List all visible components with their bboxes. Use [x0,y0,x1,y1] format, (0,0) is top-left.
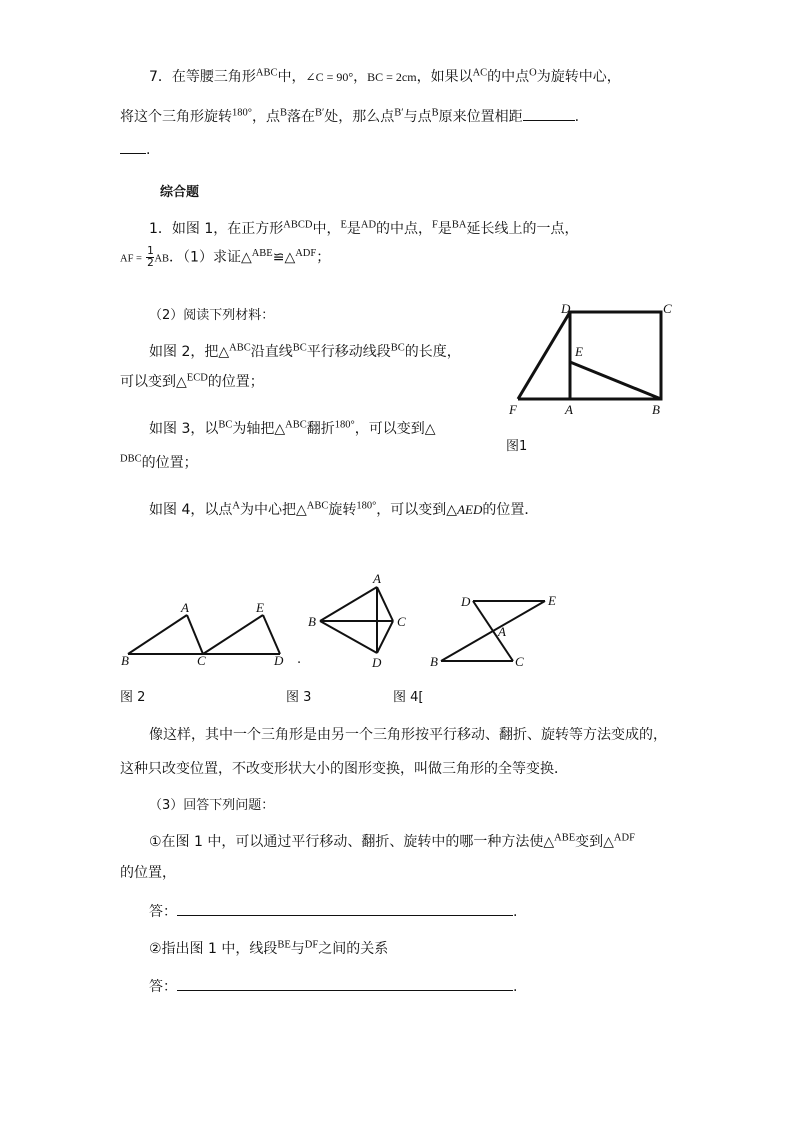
fig4-label-a: A [498,624,506,639]
segment-dc [377,621,393,653]
fig1-label-d: D [561,301,571,316]
part3-heading: （3）回答下列问题： [149,798,275,813]
q7-answer-blank-1[interactable] [523,108,575,121]
segment-ce [203,615,263,654]
q2-answer-field[interactable] [177,978,513,991]
q7-line2: 将这个三角形旋转$^{180^\circ}$，点$^B$落在$^{B'}$处，那么点$^{B'}$与点$^B$原来位置相距 . [120,107,580,125]
fig3-label-d: D [372,655,382,670]
m2-line1: 如图 3，以$^{BC}$为轴把△$^{ABC}$翻折$^{180^\circ}$，可以变到△ [149,419,436,437]
figure-4 [425,588,570,672]
figure-3 [305,570,415,670]
q2-answer: 答： . [149,979,518,995]
segment-ba [128,615,187,654]
square-abcd [570,312,661,399]
m3-line: 如图 4，以点$^A$为中心把△$^{ABC}$旋转$^{180^\circ}$，可以变到△AED的位置． [149,500,539,518]
m1-line2: 可以变到△$^{ECD}$的位置； [120,372,264,390]
fig4-label-d: D [461,594,471,609]
segment-df [518,312,570,399]
segment-ed [263,615,280,654]
fig4-label-b: B [430,654,438,669]
segment-eb [570,362,661,399]
fig1-caption: 图1 [506,439,528,454]
q1-line2: 的位置， [120,865,176,881]
fig3-caption: 图 3 [286,690,312,705]
fig2-caption: 图 2 [120,690,146,705]
figure-1 [500,296,685,432]
segment-ba [320,587,377,621]
p1-line2: AF = $\frac{1}{2}$ AB．（1）求证△$^{ABE}$≌△$^{ADF}$； [120,245,331,269]
stray-dot: . [297,652,302,667]
fig2-label-c: C [197,653,206,668]
q7-line3: . [120,141,150,158]
fig1-label-b: B [652,402,660,417]
q1-answer: 答： . [149,904,518,920]
p1-line1: 1．如图 1，在正方形$^{ABCD}$中，$^E$是$^{AD}$的中点，$^F$是$^{BA}$延长线上的一点， [149,219,579,237]
q2-line: ②指出图 1 中，线段$^{BE}$与$^{DF}$之间的关系 [149,939,389,957]
fig4-label-c: C [515,654,524,669]
fig1-label-c: C [663,301,672,316]
segment-eb [441,601,545,661]
figure-2 [115,598,295,672]
m1-line1: 如图 2，把△$^{ABC}$沿直线$^{BC}$平行移动线段$^{BC}$的长度， [149,342,461,360]
fig1-label-e: E [575,344,583,359]
q7-line1: 7．在等腰三角形$^{ABC}$中，∠C = 90°，BC = 2cm，如果以$^{AC}$的中点$^O$为旋转中心， [149,67,621,85]
q1-line1: ①在图 1 中，可以通过平行移动、翻折、旋转中的哪一种方法使△$^{ABE}$变到△$^{ADF}$ [149,832,635,850]
fig2-label-b: B [121,653,129,668]
segment-bd [320,621,377,653]
segment-ac [377,587,393,621]
fig3-label-b: B [308,614,316,629]
part2-heading: （2）阅读下列材料： [149,308,275,323]
fig1-label-f: F [509,402,517,417]
fraction-one-half: $\frac{1}{2}$ [147,245,154,269]
m2-line2: $^{DBC}$的位置； [120,453,198,471]
fig1-label-a: A [565,402,573,417]
fig4-caption: 图 4[ [393,690,424,705]
q1-answer-field[interactable] [177,903,513,916]
fig3-label-c: C [397,614,406,629]
summary-line2: 这种只改变位置，不改变形状大小的图形变换，叫做三角形的全等变换． [120,761,568,777]
segment-ac [187,615,203,654]
q7-answer-blank-2[interactable] [120,141,146,154]
fig2-label-a: A [181,600,189,615]
section-title: 综合题 [160,185,200,200]
fig2-label-e: E [256,600,264,615]
fig3-label-a: A [373,571,381,586]
summary-line1: 像这样，其中一个三角形是由另一个三角形按平行移动、翻折、旋转等方法变成的， [149,727,667,743]
fig2-label-d: D [274,653,284,668]
fig4-label-e: E [548,593,556,608]
